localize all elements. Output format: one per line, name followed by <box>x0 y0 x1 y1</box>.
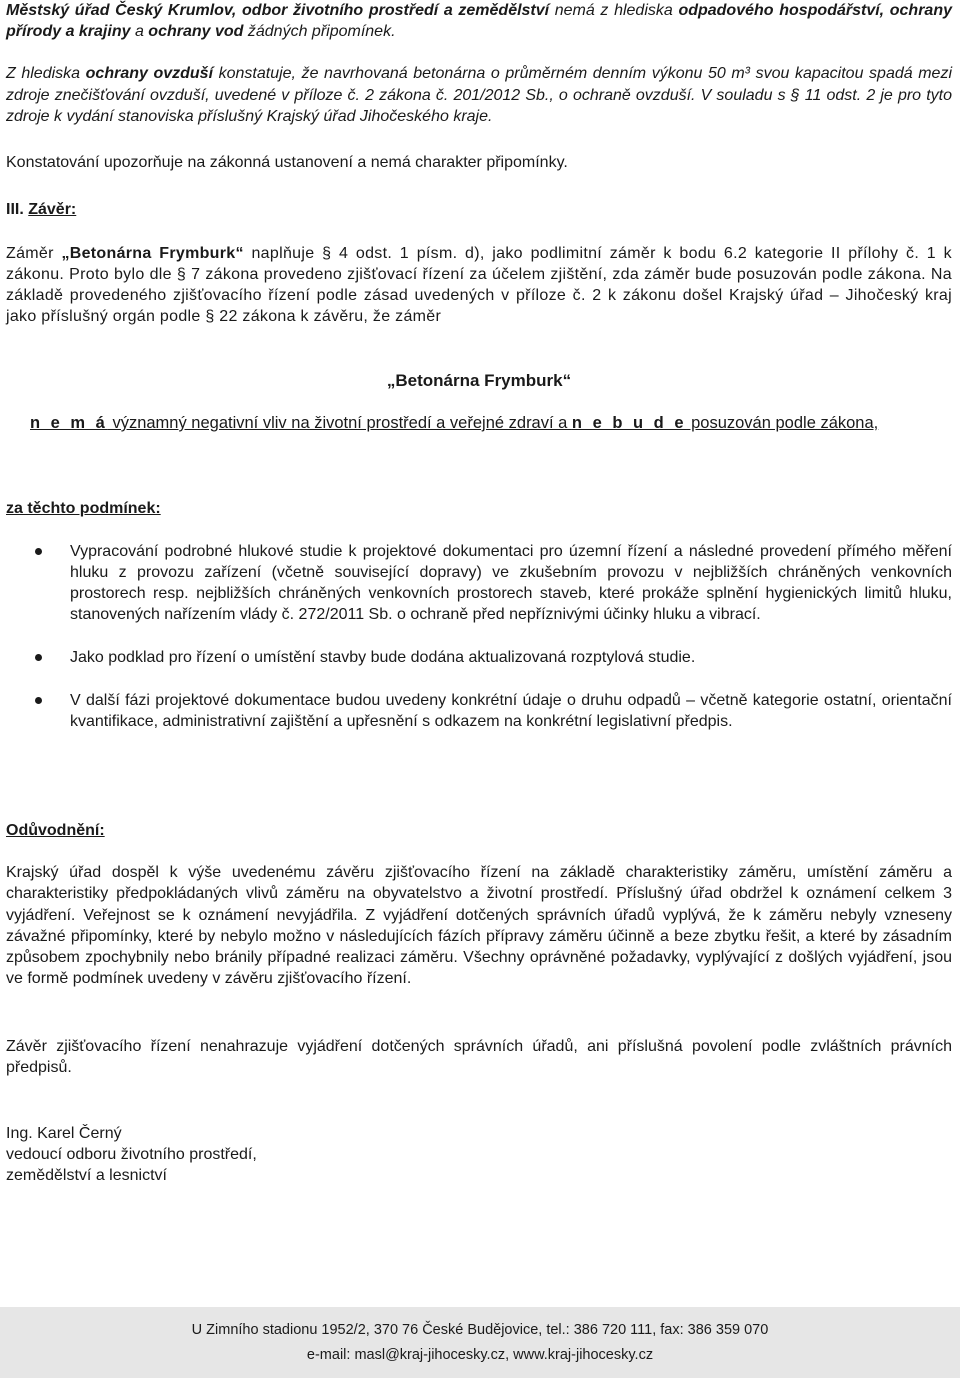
air-lead: Z hlediska <box>6 65 86 82</box>
conditions-heading: za těchto podmínek: <box>6 500 161 517</box>
reasoning-final-paragraph: Závěr zjišťovacího řízení nenahrazuje vyjádření dotčených správních úřadů, ani příslušná povolení podle zvláštních právních předpisů. <box>6 1038 952 1076</box>
intro-water: ochrany vod <box>148 23 244 40</box>
conditions-list <box>6 541 952 732</box>
footer-address: U Zimního stadionu 1952/2, 370 76 České Budějovice, tel.: 386 720 111, fax: 386 359 070 <box>191 1322 769 1338</box>
condition-text: Jako podklad pro řízení o umístění stavby bude dodána aktualizovaná rozptylová studie. <box>70 649 696 666</box>
intro-topics: odpadového hospodářství, ochrany přírody a krajiny <box>6 2 952 40</box>
condition-item <box>6 541 952 625</box>
section3-title: Závěr: <box>28 201 77 218</box>
bullet-icon <box>35 697 42 704</box>
signatory-name: Ing. Karel Černý <box>6 1125 122 1142</box>
verdict-line <box>30 413 960 434</box>
air-topic: ochrany ovzduší <box>85 65 214 82</box>
conclusion-body: naplňuje § 4 odst. 1 písm. d), jako podlimitní záměr k bodu 6.2 kategorie II přílohy č. 1 k zákonu. Proto bylo dle § 7 zákona provedeno zjišťovací řízení za účelem zjištění, zda záměr bude posuzován podle zákona. Na základě provedeného zjišťovacího řízení podle zásad uvedených v příloze č. 2 k zákonu došel Krajský úřad – Jihočeský kraj jako příslušný orgán podle § 22 zákona k závěru, že záměr <box>6 245 952 325</box>
condition-text: V další fázi projektové dokumentace budou uvedeny konkrétní údaje o druhu odpadů – včetně kategorie ostatní, orientační kvantifikace, administrativní zajištění a upřesnění s odkazem na konkrétní legislativní předpis. <box>70 692 952 730</box>
section3-heading <box>6 199 952 220</box>
footer-separator: , <box>505 1347 514 1363</box>
footer-contacts <box>0 1343 960 1368</box>
reasoning-paragraph: Krajský úřad dospěl k výše uvedenému závěru zjišťovacího řízení na základě charakteristiky záměru, umístění záměru a charakteristiky předpokládaných vlivů záměru na obyvatelstvo a životní prostředí. Příslušný úřad obdržel k oznámení celkem 3 vyjádření. Veřejnost se k oznámení nevyjádřila. Z vyjádření dotčených správních úřadů vyplývá, že k záměru nebyly vzneseny závažné připomínky, které by nebylo možno v následujících fázích přípravy záměru účinně a beze zbytku řešit, a které by zásadním způsobem zpochybnily nebo bránily případné realizaci záměru. Všechny oprávněné požadavky, vyplývající z došlých vyjádření, jsou ve formě podmínek uvedeny v závěru zjišťovacího řízení. <box>6 864 952 988</box>
footer-email-label: e-mail: <box>306 1347 355 1363</box>
condition-item <box>6 690 952 732</box>
signatory-department: zemědělství a lesnictví <box>6 1167 167 1184</box>
bullet-icon <box>35 548 42 555</box>
verdict-text: významný negativní vliv na životní prostředí a veřejné zdraví a <box>107 414 572 432</box>
footer-email-link[interactable]: masl@kraj-jihocesky.cz <box>354 1347 506 1363</box>
signatory-role: vedoucí odboru životního prostředí, <box>6 1146 257 1163</box>
page-footer <box>0 1307 960 1378</box>
project-name-inline: „Betonárna Frymburk“ <box>61 245 244 262</box>
verdict-not-be: n e b u d e <box>571 414 687 432</box>
bullet-icon <box>35 654 42 661</box>
section3-number: III. <box>6 201 29 218</box>
condition-text: Vypracování podrobné hlukové studie k projektové dokumentaci pro územní řízení a následné provedení přímého měření hluku z provozu zařízení (včetně související dopravy) ve zkušebním provozu v nejbližších chráněných venkovních prostorech resp. nejbližších chráněných venkovních prostorech staveb, které prokáže splnění hygienických limitů hluku, stanovených nařízením vlády č. 272/2011 Sb. o ochraně před nepříznivými účinky hluku a vibrací. <box>70 543 952 623</box>
project-title: „Betonárna Frymburk“ <box>386 371 572 390</box>
conclusion-lead: Záměr <box>6 245 62 262</box>
intro-topics-mid: a <box>130 23 149 40</box>
verdict-tail: posuzován podle zákona, <box>686 414 879 432</box>
air-paragraph <box>6 63 952 128</box>
footer-web-link[interactable]: www.kraj-jihocesky.cz <box>513 1347 654 1363</box>
conclusion-paragraph <box>6 243 952 327</box>
air-body: konstatuje, že navrhovaná betonárna o průměrném denním výkonu 50 m³ svou kapacitou spadá mezi zdroje znečišťování ovzduší, uvedené v příloze č. 2 zákona č. 201/2012 Sb., o ochraně ovzduší. V souladu s § 11 odst. 2 je pro tyto zdroje k vydání stanoviska příslušný Krajský úřad Jihočeského kraje. <box>6 65 953 125</box>
air-note: Konstatování upozorňuje na zákonná ustanovení a nemá charakter připomínky. <box>6 154 568 171</box>
intro-org-rest: nemá z hlediska <box>549 2 679 19</box>
condition-item <box>6 647 952 668</box>
intro-tail: žádných připomínek. <box>243 23 396 40</box>
intro-org: Městský úřad Český Krumlov, odbor životního prostředí a zemědělství <box>6 2 550 19</box>
reasoning-heading: Odůvodnění: <box>6 822 105 839</box>
intro-paragraph <box>6 0 952 42</box>
signature-block <box>6 1123 606 1186</box>
verdict-not-have: n e m á <box>30 414 108 432</box>
